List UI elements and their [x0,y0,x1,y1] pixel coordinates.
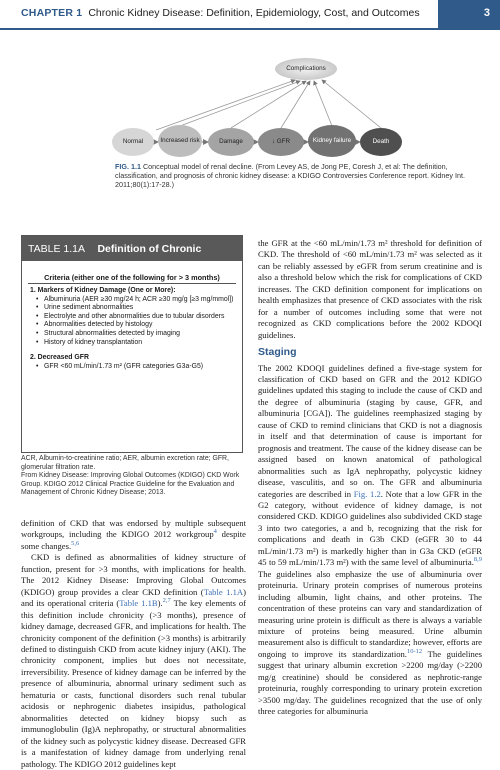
figure-caption-text: Conceptual model of renal decline. (From Levey AS, de Jong PE, Coresh J, et al: The definition, classification, and prognosis of chronic kidney disease: a KDIGO Controversies Conference report. Kidney Int. 2011;80(1):17-28.) [115,162,465,190]
list-item: • History of kidney transplantation [44,339,236,348]
fig-1-2-link[interactable]: Fig. 1.2 [353,488,381,499]
table-abbreviations: ACR, Albumin-to-creatinine ratio; AER, albumin excretion rate; GFR, glomerular filtration rate. [21,455,229,471]
table-1-1b-link[interactable]: Table 1.1B [119,598,158,609]
list-item: • GFR <60 mL/min/1.73 m² (GFR categories G3a-G5) [44,363,236,372]
table-label: TABLE 1.1A [28,243,86,255]
table-group-1-list [30,296,236,348]
paragraph: definition of CKD that was endorsed by multiple subsequent workgroups, including the KDIGO 2012 workgroup$^4$ despite some changes.$^{5,6}$ [21,518,246,551]
table-group-1: 1. Markers of Kidney Damage (One or More): [30,287,176,294]
list-item: • Structural abnormalities detected by imaging [44,330,236,339]
node-increased-risk: Increased risk [158,125,202,157]
paragraph: the GFR at the <60 mL/min/1.73 m² threshold for definition of CKD. The threshold of <60 mL/min/1.73 m² was selected as it can be reliably assessed by eGFR from serum creatinine and is also a threshold below which the risk for complications of CKD increases. The CKD definition component for implications on health emphasizes that presence of CKD associates with the risk for a number of outcomes including some that were not recognized as CKD complications before the 2002 KDOQI guidelines. [258,238,482,340]
list-item: • Electrolyte and other abnormalities due to tubular disorders [44,313,236,322]
node-normal: Normal [112,128,154,156]
paragraph: CKD is defined as abnormalities of kidney structure of function, present for >3 months, with implications for health. The 2012 Kidney Disease: Improving Global Outcomes (KDIGO) group provides a clear CKD definition (Table 1.1A) and its operational criteria (Table 1.1B).$^{2,7}$ The key elements of this definition include chronicity (>3 months), presence of kidney damage, decreased GFR, and implications for health. The chronicity component of the definition (>3 months) is arbitrarily defined to distinguish CKD from acute kidney injury (AKI). The chronicity component, implies but does not necessitate, irreversibility. Presence of kidney damage can be inferred by the presence of albuminuria, abnormal urinary sediment such as hematuria or casts, functional disorders such renal tubular acidosis or nephrogenic diabetes insipidus, pathological abnormalities detected on kidney biopsy such as immunoglobulin (Ig)A nephropathy, or structural abnormalities of the kidney such as polycystic kidney disease. Decreased GFR is a manifestation of kidney damage from underlying renal pathology. The KDIGO 2012 guidelines kept [21,552,247,769]
chapter-heading [21,7,420,19]
table-criteria-header: Criteria (either one of the following for > 3 months) [28,273,236,284]
table-source: From Kidney Disease: Improving Global Outcomes (KDIGO) CKD Work Group. KDIGO 2012 Clinical Practice Guideline for the Evaluation and Management of Chronic Kidney Disease; 2013. [21,472,240,497]
section-heading-staging: Staging [258,346,297,359]
figure-caption [115,162,485,190]
left-column [21,518,246,770]
node-damage: Damage [208,128,254,156]
reference-link[interactable]: 8,9 [473,556,482,564]
node-decreased-gfr: ↓ GFR [258,128,304,156]
table-header [22,236,242,273]
page-number: 3 [438,0,500,28]
node-death: Death [360,128,402,156]
figure-caption-label: FIG. 1.1 [115,162,141,171]
list-item: • Urine sediment abnormalities [44,304,236,313]
list-item: • Abnormalities detected by histology [44,321,236,330]
table-notes [21,455,246,498]
page-header [0,0,500,30]
list-item: • Albuminuria (AER ≥30 mg/24 h; ACR ≥30 mg/g [≥3 mg/mmol]) [44,296,236,305]
reference-link[interactable]: 10-12 [406,648,423,655]
table-body [22,284,242,371]
reference-link[interactable]: 2,7 [162,597,171,605]
node-complications: Complications [275,58,337,80]
chapter-title: Chronic Kidney Disease: Definition, Epidemiology, Cost, and Outcomes [88,7,420,19]
reference-link[interactable]: 4 [213,528,217,536]
table-group-2: 2. Decreased GFR [30,354,89,362]
chapter-label: CHAPTER 1 [21,7,83,19]
reference-link[interactable]: 5,6 [71,540,80,548]
node-kidney-failure: Kidney failure [308,125,356,157]
table-group-2-list [30,363,236,372]
table-title: Definition of Chronic Kidney Disease [28,243,202,273]
table-1-1a-link[interactable]: Table 1.1A [203,586,244,597]
right-column [258,238,482,718]
table-1-1a [21,235,243,453]
paragraph: The 2002 KDOQI guidelines defined a five-stage system for classification of CKD based on GFR and the 2012 KDIGO guidelines updated this staging to include the cause of CKD and the degree of albuminuria (staging by cause, GFR, and albuminuria [CGA]). The guidelines reemphasized staging by cause of CKD to remind clinicians that CKD is not a diagnosis in itself and that determination of cause is important for prognosis and treatment. The cause of the kidney disease can be assigned based on known anatomical of pathological abnormalities such as IgA nephropathy, polycystic kidney disease, vasculitis, and so on. The GFR and albuminuria categories are described in Fig. 1.2. Note that a low GFR in the G2 category, without evidence of kidney damage, is not considered CKD. KDIGO guidelines also subdivided CKD stage 3 into two categories, a and b, recognizing that the risk for complications and death in G3b CKD (eGFR 30 to 44 mL/min/1.73 m²) is markedly higher than in G3a CKD (eGFR 45 to 59 mL/min/1.73 m²) with the same level of albuminuria.$^{8,9}$ The guidelines also emphasize the use of albuminuria over proteinuria. Urinary protein comprises of numerous proteins including albumin, light chains, and other proteins. The concentration of these proteins can vary and standardization of measuring urine protein is difficult as there is always a variable mixture of proteins being measured. Urine albumin measurement also is difficult to standardize; however, efforts are ongoing to improve its standardization.$^{10-12}$ The guidelines suggest that urinary albumin excretion >2200 mg/day (>2200 mg/g creatinine) should be considered as nephrotic-range proteinuria, roughly corresponding to urinary protein excretion >3500 mg/day. The guidelines recognized that the use of only three categories for albuminuria [258,362,482,717]
